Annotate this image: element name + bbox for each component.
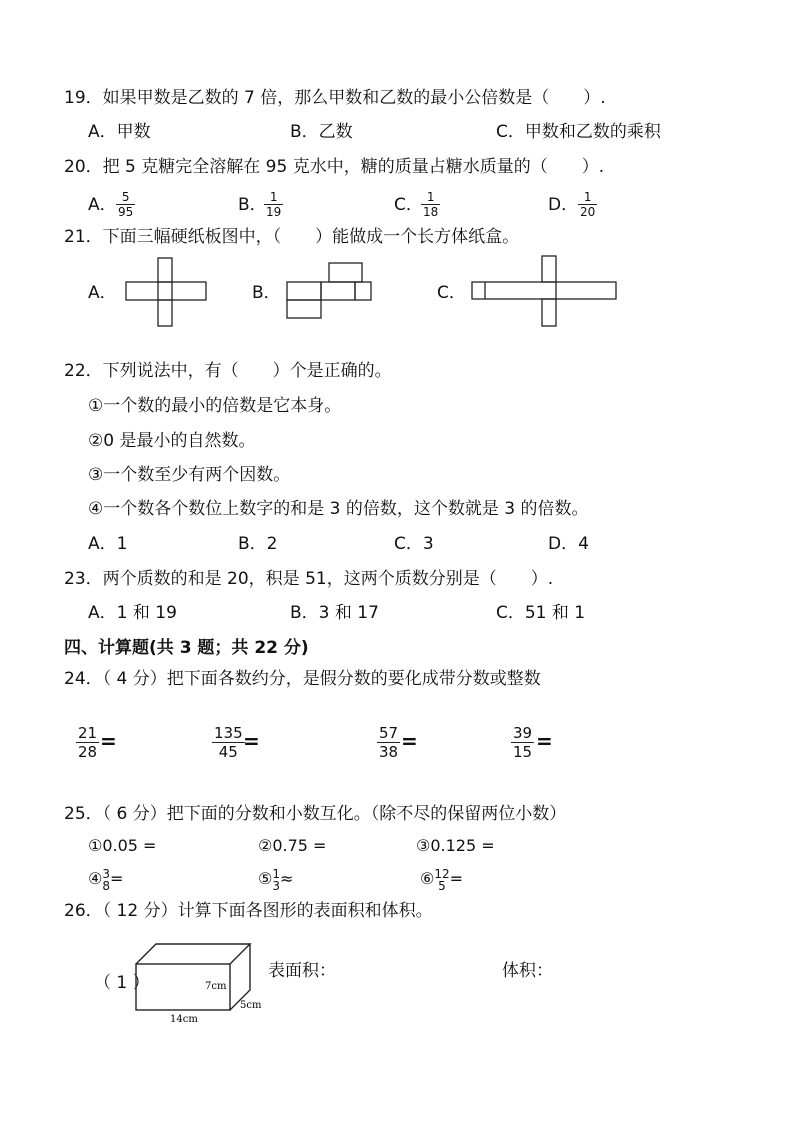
q25-item-5-tail: ≈ [279,869,294,888]
q24-fraction-4: $\frac{39}{15}$ [513,724,533,761]
q22-statement-2: ②0 是最小的自然数。 [88,431,256,451]
q26-stem: 26．（ 12 分）计算下面各图形的表面积和体积。 [64,901,433,921]
q22-statement-1: ①一个数的最小的倍数是它本身。 [88,396,342,416]
q20-option-a-fraction: $\frac{5}{95}$ [118,190,134,219]
q24-fraction-1: $\frac{21}{28}$ [78,724,98,761]
q25-item-2: ②0.75 = [258,836,327,855]
q25-item-5-mark: ⑤ [258,869,273,888]
q25-item-3: ③0.125 = [416,836,495,855]
q22-statement-4: ④一个数各个数位上数字的和是 3 的倍数，这个数就是 3 的倍数。 [88,499,589,519]
q26-length-label: 14cm [170,1014,198,1025]
q25-item-4-mark: ④ [88,869,103,888]
q25-item-4-fraction: 3 8 [102,866,110,893]
q20-option-d-fraction: $\frac{1}{20}$ [580,190,596,219]
q21-net-b-figure [286,262,374,320]
q25-item-5-fraction: 1 3 [272,866,280,893]
q22-option-d[interactable]: D．4 [548,534,589,554]
q19-option-b[interactable]: B．乙数 [290,122,353,142]
q24-equals-1: = [100,729,117,753]
q25-item-6-mark: ⑥ [420,869,435,888]
q20-option-b-fraction: $\frac{1}{19}$ [266,190,282,219]
q24-stem: 24．（ 4 分）把下面各数约分，是假分数的要化成带分数或整数 [64,669,541,689]
q21-net-c-figure [470,254,620,328]
q20-stem: 20．把 5 克糖完全溶解在 95 克水中，糖的质量占糖水质量的（ ）. [64,157,605,177]
q21-option-b-label[interactable]: B． [252,283,281,303]
q20-option-a-label[interactable]: A． [88,195,117,215]
q24-equals-2: = [243,729,260,753]
q24-equals-3: = [401,729,418,753]
q24-fraction-2: $\frac{135}{45}$ [214,724,243,761]
q20-option-b-label[interactable]: B． [238,195,267,215]
q22-option-b[interactable]: B．2 [238,534,278,554]
q25-item-1: ①0.05 = [88,836,157,855]
q25-item-5 [258,864,293,894]
q22-stem: 22．下列说法中，有（ ）个是正确的。 [64,361,392,381]
q21-option-a-label[interactable]: A． [88,283,117,303]
q25-item-4-tail: = [109,869,124,888]
q26-width-label: 5cm [240,1000,262,1011]
q19-option-a[interactable]: A．甲数 [88,122,151,142]
q20-option-d-label[interactable]: D． [548,195,579,215]
q23-option-a[interactable]: A．1 和 19 [88,603,177,623]
q26-height-label: 7cm [205,981,227,992]
q21-option-c-label[interactable]: C． [437,283,466,303]
q26-cuboid-figure [134,942,268,1024]
q24-fraction-3: $\frac{57}{38}$ [379,724,399,761]
q24-equals-4: = [536,729,553,753]
section-4-title: 四、计算题(共 3 题；共 22 分) [64,638,309,658]
q25-stem: 25．（ 6 分）把下面的分数和小数互化。（除不尽的保留两位小数） [64,804,567,824]
q25-item-6-fraction: 12 5 [434,866,450,893]
q23-option-c[interactable]: C．51 和 1 [496,603,586,623]
q20-option-c-fraction: $\frac{1}{18}$ [423,190,439,219]
q20-option-c-label[interactable]: C． [394,195,423,215]
q26-part-label: （ 1 ） [94,973,150,993]
q22-option-c[interactable]: C．3 [394,534,434,554]
q25-item-4 [88,864,123,894]
q26-surface-area-label: 表面积： [268,961,336,981]
q25-item-6-tail: = [449,869,464,888]
q22-statement-3: ③一个数至少有两个因数。 [88,465,291,485]
q23-stem: 23．两个质数的和是 20，积是 51，这两个质数分别是（ ）. [64,569,554,589]
q21-net-a-figure [124,256,208,328]
q19-stem: 19．如果甲数是乙数的 7 倍，那么甲数和乙数的最小公倍数是（ ）. [64,88,606,108]
q22-option-a[interactable]: A．1 [88,534,128,554]
q25-item-6 [420,864,463,894]
q26-volume-label: 体积： [502,961,553,981]
q21-stem: 21．下面三幅硬纸板图中，（ ）能做成一个长方体纸盒。 [64,227,520,247]
q23-option-b[interactable]: B．3 和 17 [290,603,379,623]
q19-option-c[interactable]: C．甲数和乙数的乘积 [496,122,661,142]
